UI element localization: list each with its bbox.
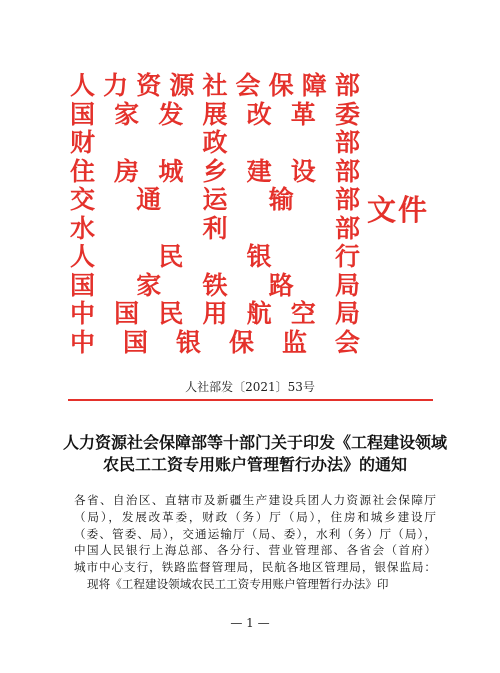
issuer-char: 民	[158, 299, 184, 328]
body-text	[74, 492, 436, 593]
issuer-char: 住	[70, 156, 96, 186]
issuer-row	[70, 215, 360, 244]
issuer-char: 通	[136, 185, 162, 214]
issuer-char: 国	[114, 299, 140, 328]
issuer-char: 空	[290, 299, 316, 328]
issuer-char: 水	[70, 213, 96, 243]
issuer-char: 中	[70, 327, 96, 357]
issuer-char: 展	[202, 99, 228, 129]
issuer-row	[70, 129, 360, 158]
red-divider	[68, 399, 433, 401]
issuer-char: 局	[334, 299, 360, 328]
issuer-char: 改	[246, 99, 272, 129]
issuer-char: 财	[70, 128, 96, 157]
issuer-row	[70, 329, 360, 358]
issuer-row	[70, 101, 360, 130]
issuer-char: 人	[70, 71, 96, 100]
issuer-char: 用	[202, 299, 228, 328]
body-line: （委、管委、局），交通运输厅（局、委），水利（务）厅（局），	[74, 526, 436, 541]
issuer-char: 部	[334, 128, 360, 157]
issuer-char: 社	[202, 71, 228, 100]
issuer-row	[70, 272, 360, 301]
issuer-char: 革	[290, 99, 316, 129]
issuer-char: 家	[114, 99, 140, 129]
body-line: 城市中心支行，铁路监督管理局，民航各地区管理局，银保监局：	[74, 560, 436, 575]
issuer-char: 保	[228, 327, 254, 357]
body-line: 现将《工程建设领域农民工工资专用账户管理暂行办法》印	[87, 576, 389, 591]
issuer-char: 政	[202, 128, 228, 157]
issuer-char: 乡	[202, 156, 228, 186]
issuer-char: 运	[202, 185, 228, 214]
issuer-row	[70, 158, 360, 187]
issuer-char: 监	[281, 327, 307, 357]
issuer-char: 委	[334, 99, 360, 129]
issuer-char: 铁	[202, 270, 228, 300]
issuer-char: 部	[334, 213, 360, 243]
issuer-char: 国	[70, 99, 96, 129]
issuer-char: 建	[246, 156, 272, 186]
issuer-char: 房	[114, 156, 140, 186]
issuer-char: 银	[246, 242, 272, 271]
issuer-char: 部	[334, 185, 360, 214]
issuer-char: 部	[334, 156, 360, 186]
issuer-char: 部	[334, 71, 360, 100]
issuer-char: 会	[334, 327, 360, 357]
title-line: 农民工工资专用账户管理暂行办法》的通知	[102, 455, 407, 474]
issuer-char: 中	[70, 299, 96, 328]
issuer-row	[70, 72, 360, 101]
issuer-char: 局	[334, 270, 360, 300]
issuer-char: 会	[235, 71, 261, 100]
page-number: — 1 —	[230, 616, 270, 630]
body-line: 各省、自治区、直辖市及新疆生产建设兵团人力资源社会保障厅	[74, 493, 436, 507]
issuer-row	[70, 300, 360, 329]
document-number: 人社部发〔2021〕53号	[185, 380, 315, 394]
document-title	[55, 432, 455, 476]
issuer-row	[70, 243, 360, 272]
document-suffix: 文件	[367, 193, 430, 227]
body-line: （局），发展改革委，财政（务）厅（局），住房和城乡建设厅	[74, 509, 436, 524]
issuer-char: 力	[103, 71, 129, 100]
body-line: 中国人民银行上海总部、各分行、营业管理部、各省会（首府）	[74, 543, 436, 558]
issuer-char: 路	[268, 270, 294, 300]
issuer-char: 国	[70, 270, 96, 300]
issuer-char: 障	[301, 71, 327, 100]
issuer-char: 银	[175, 327, 201, 357]
issuer-char: 设	[290, 156, 316, 186]
issuer-char: 发	[158, 99, 184, 129]
issuer-char: 民	[158, 242, 184, 271]
issuer-char: 源	[169, 71, 195, 100]
issuing-authorities	[70, 72, 360, 357]
issuer-char: 利	[202, 213, 228, 243]
issuer-char: 城	[158, 156, 184, 186]
issuer-char: 资	[136, 71, 162, 100]
issuer-char: 人	[70, 242, 96, 271]
issuer-row	[70, 186, 360, 215]
issuer-char: 保	[268, 71, 294, 100]
title-line: 人力资源社会保障部等十部门关于印发《工程建设领域	[62, 433, 447, 452]
issuer-char: 航	[246, 299, 272, 328]
issuer-char: 行	[334, 242, 360, 271]
issuer-char: 国	[122, 327, 148, 357]
issuer-char: 家	[136, 270, 162, 300]
issuer-char: 交	[70, 185, 96, 214]
issuer-char: 输	[268, 185, 294, 214]
